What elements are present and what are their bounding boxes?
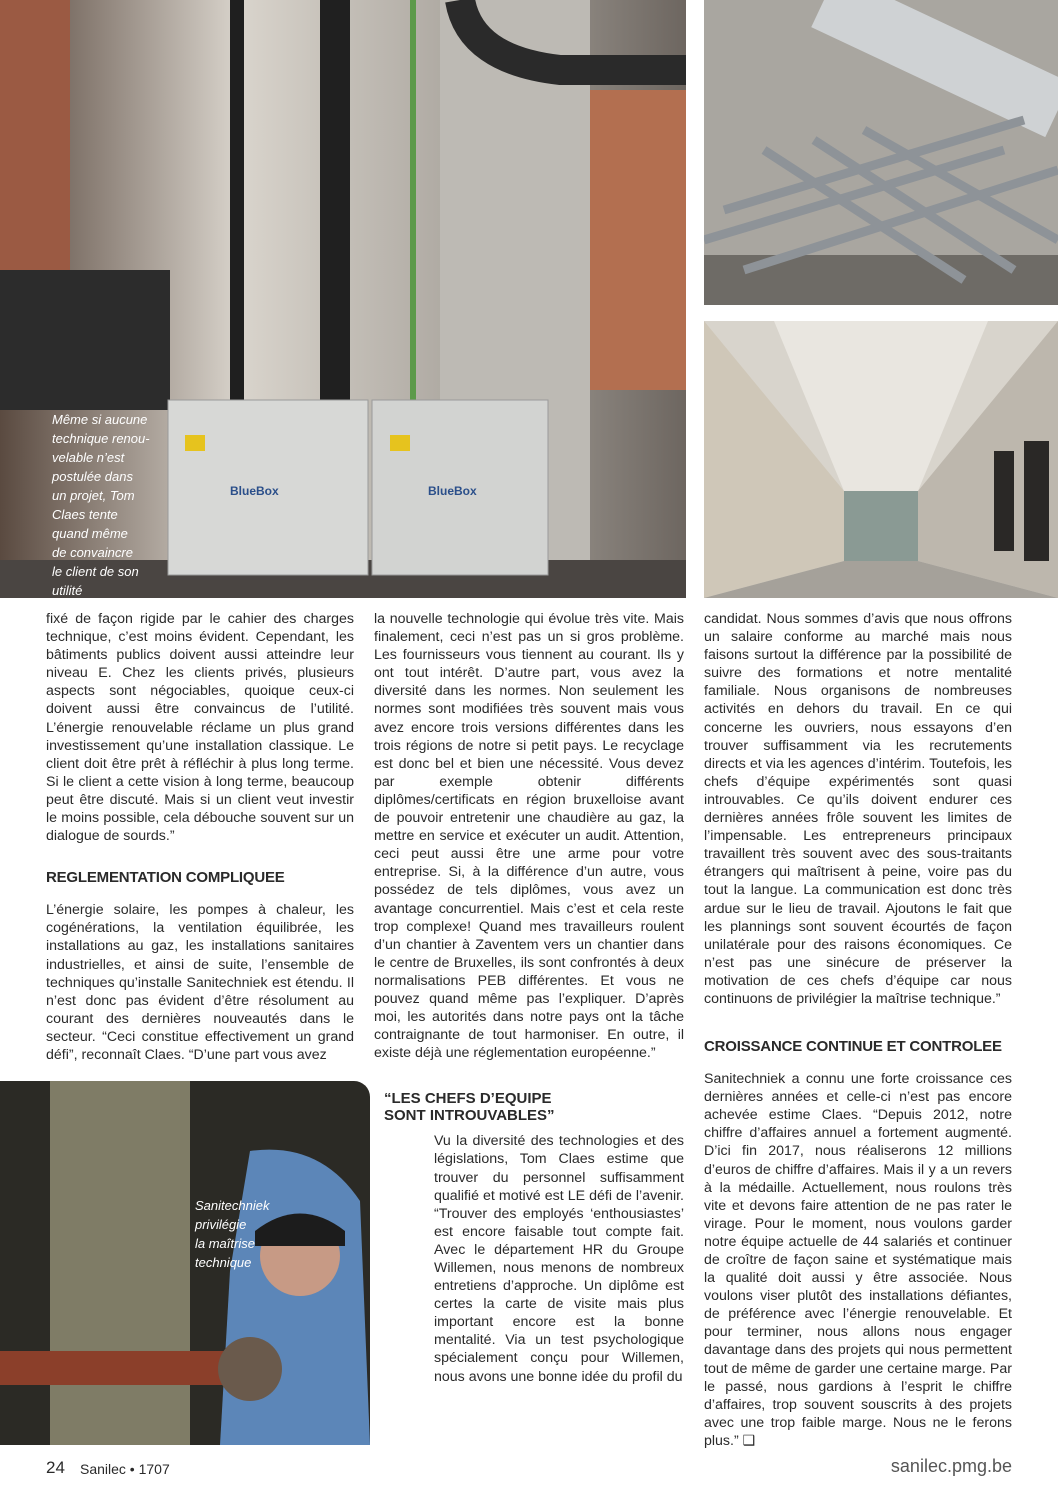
column-3 [704,610,1012,1450]
welder-photo [0,1081,370,1445]
col1-heading: REGLEMENTATION COMPLIQUEE [46,869,285,887]
bluebox-label-right: BlueBox [428,484,477,498]
publication-label: Sanilec • 1707 [80,1461,170,1477]
col3-paragraph-2 [704,1070,1012,1450]
boiler-room-caption: Même si aucune technique renou- velable n’est postulée dans un projet, Tom Claes tente quand même de convaincre le client de son utilité [52,412,150,598]
col2-paragraph-2: Vu la diversité des technologies et des législations, Tom Claes estime que trouver du personnel suffisamment qualifié et motivé est LE défi de l’avenir. “Trouver des employés ‘enthousiastes’ est encore faisable tout compte fait. Avec le département HR du Groupe Willemen, nous menons de nombreux entretiens d’approche. Un diplôme est certes la carte de visite mais plus important encore est la bonne mentalité. Via un test psychologique spécialement conçu pour Willemen, nous avons une bonne idée du profil du [434,1133,684,1385]
end-mark: ❑ [742,1432,756,1449]
col3-heading: CROISSANCE CONTINUE ET CONTROLEE [704,1038,1002,1056]
page-number: 24 [46,1458,65,1477]
ceiling-pipes-photo [704,0,1058,305]
col3-paragraph-1: candidat. Nous sommes d’avis que nous offrons un salaire conforme au marché mais nous faisons surtout la différence par la possibilité de suivre des formations et notre mentalité familiale. Nous organisons de nombreuses activités en dehors du travail. En ce qui concerne les ouvriers, nous essayons d’en trouver suffisamment via les recrutements directs et via les agences d’intérim. Toutefois, les chefs d’équipe expérimentés sont quasi introuvables. Ce qu’ils doivent endurer ces dernières années frôle souvent les limites de l’impensable. Les entrepreneurs principaux travaillent très souvent avec des sous-traitants étrangers qui maîtrisent à peine, voire pas du tout la langue. La communication est donc très ardue sur le lieu de travail. Ajoutons le fait que les plannings sont souvent écourtés de façon unilatérale pour des raisons économiques. Ce n’est pas une sinécure de préserver la motivation de ces chefs d’équipe car nous continuons de privilégier la maîtrise technique.” [704,611,1012,1007]
col3-paragraph-2-text: Sanitechniek a connu une forte croissance ces dernières années et celle-ci n’est pas encore achevée estime Claes. “Depuis 2012, notre chiffre d’affaires annuel a fortement augmenté. D’ici fin 2017, nous réaliserons 12 millions d’euros de chiffre d’affaires. Mais il y a un revers à la médaille. Actuellement, nous roulons très vite et devons faire attention de ne pas rater le virage. Pour le moment, nous voulons garder notre équipe actuelle de 44 salariés et continuer de croître de façon saine et systématique mais la qualité doit aussi y être associée. Nous voulons viser plutôt des installations défiantes, de préférence avec l’énergie renouvelable. Et pour terminer, nous allons nous engager davantage dans des projets qui nous permettent tout de même de garder une certaine marge. Par le passé, nous gardions à l’esprit le chiffre d’affaires, trop souvent souscrits à des projets avec une trop faible marge. Nous ne le ferons plus.” [704,1071,1012,1449]
corridor-photo [704,321,1058,598]
ceiling-pipes-illustration [704,0,1058,305]
col2-heading: “LES CHEFS D’EQUIPE SONT INTROUVABLES” [384,1090,555,1125]
welder-illustration [0,1081,370,1445]
corridor-illustration [704,321,1058,598]
bluebox-label-left: BlueBox [230,484,279,498]
col2-paragraph-1: la nouvelle technologie qui évolue très vite. Mais finalement, ceci n’est pas un si gros problème. Les fournisseurs vous tiennent au courant. Ils y ont tout intérêt. D’autre part, vous avez la diversité dans les normes. Non seulement les normes sont modifiées très souvent mais vous avez encore trois versions différentes dans les trois régions de notre si petit pays. Le recyclage est donc bel et bien une nécessité. Vous devez par exemple obtenir différents diplômes/certificats en région bruxelloise avant de pouvoir entretenir une chaudière au gaz, la mettre en service et exécuter un audit. Attention, ceci peut aussi être une arme pour votre entreprise. Si, à la différence d’un autre, vous possédez de tels diplômes, vous avez un avantage concurrentiel. Mais c’est et cela reste trop complexe! Quand mes travailleurs roulent d’un chantier à Zaventem vers un chantier dans le centre de Bruxelles, ils sont confrontés à deux normalisations PEB différentes. Et vous ne pouvez quand même pas l’expliquer. D’après moi, les autorités dans notre pays ont la tâche contraignante de tout harmoniser. En outre, il existe déjà une réglementation européenne.” [374,611,684,1062]
boiler-room-photo [0,0,686,598]
column-2 [374,610,684,1386]
website-link[interactable]: sanilec.pmg.be [890,1456,1012,1476]
col1-paragraph-1: fixé de façon rigide par le cahier des charges technique, c’est moins évident. Cependant, les bâtiments publics doivent aussi atteindre leur niveau E. Chez les clients privés, plusieurs aspects sont négociables, quoique ceux-ci doivent aussi être convaincus de l’utilité. L’énergie renouvelable réclame un plus grand investissement qu’une installation classique. Le client doit être prêt à réfléchir à plus long terme. Si le client a cette vision à long terme, beaucoup peut être discuté. Mais si un client veut investir le moins possible, cela débouche souvent sur un dialogue de sourds.” [46,611,354,845]
column-1 [46,610,354,1064]
welder-caption: Sanitechniek privilégie la maîtrise technique [195,1198,270,1270]
col1-paragraph-2: L’énergie solaire, les pompes à chaleur, les cogénérations, la ventilation équilibrée, les installations au gaz, les installations sanitaires industrielles, et ainsi de suite, l’ensemble de techniques qu’installe Sanitechniek est étendu. Il n’est donc pas évident d’être résolument au courant des dernières nouveautés dans le secteur. “Ceci constitue effectivement un grand défi”, reconnaît Claes. “D’une part vous avez [46,902,354,1063]
